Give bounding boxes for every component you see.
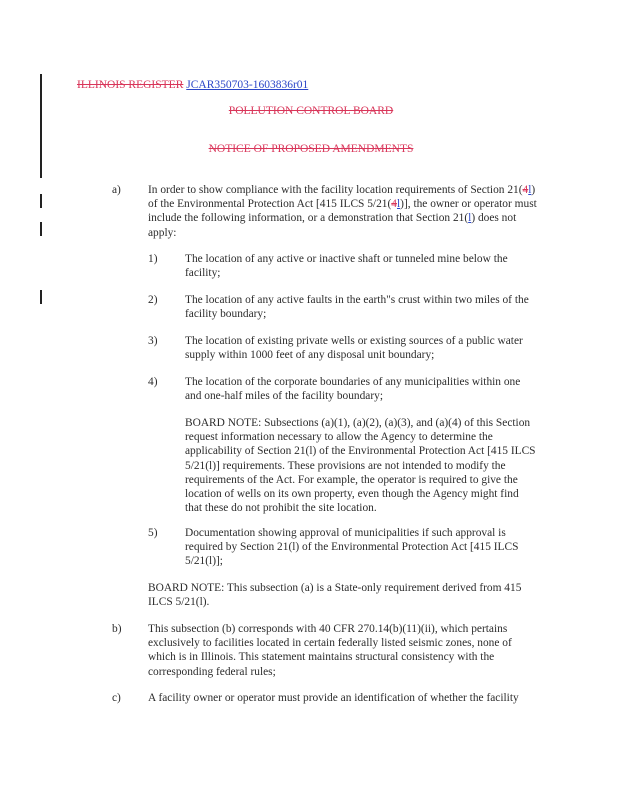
- subsection-b-label: b): [112, 623, 122, 635]
- board-header: POLLUTION CONTROL BOARD: [228, 105, 394, 117]
- item-5-text: Documentation showing approval of municipalities if such approval is required by Section 21(l) of the Environmental Protection Act [415 ILCS 5/21(l)];: [185, 527, 519, 568]
- item-5-label: 5): [148, 527, 158, 539]
- change-bar: [40, 194, 42, 208]
- notice-header: NOTICE OF PROPOSED AMENDMENTS: [208, 143, 414, 155]
- item-4-label: 4): [148, 376, 158, 388]
- subsection-c-label: c): [112, 692, 121, 704]
- change-bar: [40, 74, 42, 178]
- subsection-a-label: a): [112, 184, 121, 196]
- item-1-text: The location of any active or inactive shaft or tunneled mine below the facility;: [185, 253, 508, 280]
- item-3-label: 3): [148, 335, 158, 347]
- register-inserted: JCAR350703-1603836r01: [186, 79, 309, 91]
- item-1-label: 1): [148, 253, 158, 265]
- subsection-a-text: In order to show compliance with the facility location requirements of Section 21(4l) of the Environmental Protection Act [415 ILCS 5/21(4l)], the owner or operator must include the following information, or a demonstration that Section 21(l) does not apply:: [148, 184, 537, 239]
- register-deleted: ILLINOIS REGISTER: [77, 79, 184, 91]
- subsection-c-text: A facility owner or operator must provide an identification of whether the facility: [148, 692, 519, 704]
- change-bar: [40, 222, 42, 236]
- item-4-text: The location of the corporate boundaries of any municipalities within one and one-half miles of the facility boundary;: [185, 376, 521, 403]
- item-2-label: 2): [148, 294, 158, 306]
- change-bar: [40, 290, 42, 304]
- register-header: [77, 79, 308, 91]
- item-2-text: The location of any active faults in the earth"s crust within two miles of the facility boundary;: [185, 294, 529, 321]
- subsection-b-text: This subsection (b) corresponds with 40 CFR 270.14(b)(11)(ii), which pertains exclusively to facilities located in certain federally listed seismic zones, none of which is in Illinois. This statement maintains structural consistency with the corresponding federal rules;: [148, 623, 512, 678]
- board-note-1: BOARD NOTE: Subsections (a)(1), (a)(2), (a)(3), and (a)(4) of this Section request information necessary to allow the Agency to determine the applicability of Section 21(l) of the Environmental Protection Act [415 ILCS 5/21(l)] requirements. These provisions are not intended to modify the requirements of the Act. For example, the operator is required to give the location of wells on its own property, even though the Agency might find that these do not prohibit the site location.: [185, 417, 536, 515]
- item-3-text: The location of existing private wells or existing sources of a public water supply within 1000 feet of any disposal unit boundary;: [185, 335, 523, 362]
- board-note-2: BOARD NOTE: This subsection (a) is a State-only requirement derived from 415 ILCS 5/21(l).: [148, 582, 522, 609]
